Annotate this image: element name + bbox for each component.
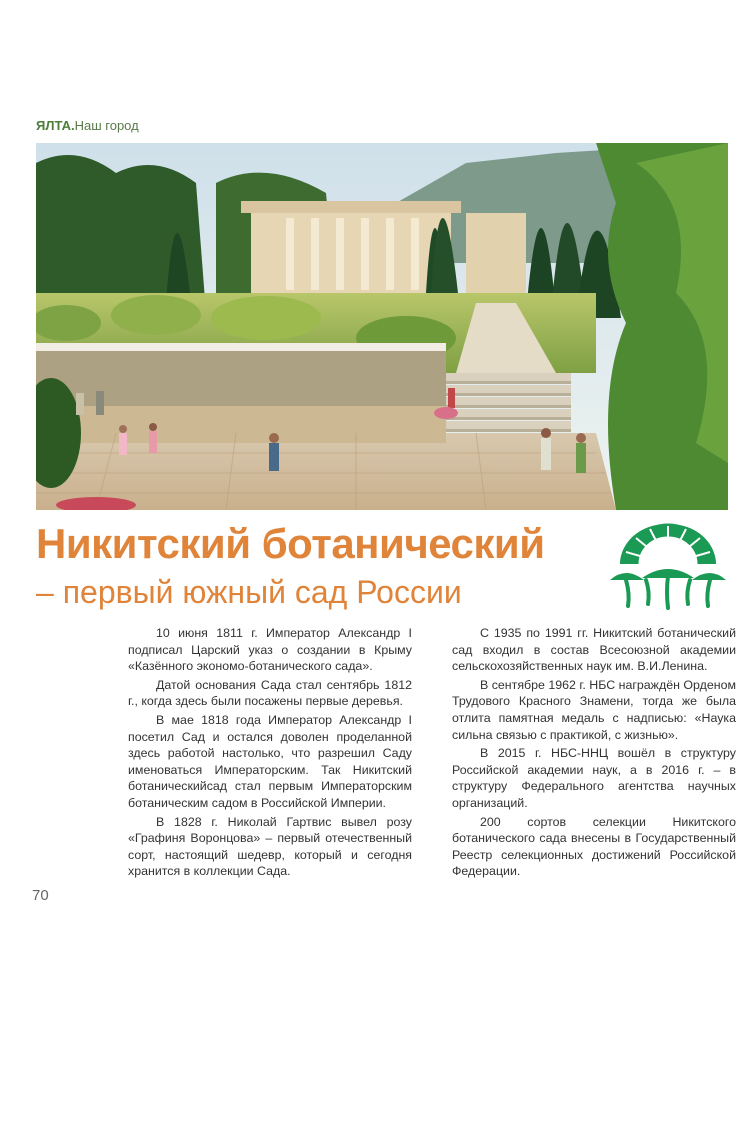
left-text-column [128,625,412,882]
paragraph: 10 июня 1811 г. Император Александр I подписал Царский указ о создании в Крыму «Казённого экономо-ботанического сада». [128,626,412,674]
paragraph: В мае 1818 года Император Александр I посетил Сад и остался доволен проделанной здесь работой настолько, что разрешил Саду именоваться Императорским. Так Никитский ботаническийсад стал первым Императорским ботаническим садом в Российской Империи. [128,712,412,810]
running-header [36,118,139,133]
article-title: Никитский ботанический [36,520,545,567]
page-number: 70 [32,887,49,904]
paragraph: В 1828 г. Николай Гартвис вывел розу «Графиня Воронцова» – первый отечественный сорт, настоящий шедевр, который и сегодня хранится в коллекции Сада. [128,814,412,879]
paragraph: В сентябре 1962 г. НБС награждён Орденом Трудового Красного Знамени, тогда же была отлита памятная медаль с надписью: «Наука сильна связью с практикой, с жизнью». [452,677,736,742]
garden-photo [36,143,728,510]
article-subtitle: – первый южный сад России [36,574,462,610]
fan-palm-logo-icon [606,520,730,610]
header-section: Наш город [74,118,139,133]
header-brand: ЯЛТА. [36,118,75,133]
paragraph: Датой основания Сада стал сентябрь 1812 г., когда здесь были посажены первые деревья. [128,677,412,709]
right-text-column [452,625,736,882]
paragraph: В 2015 г. НБС-ННЦ вошёл в структуру Российской академии наук, а в 2016 г. – в структуру Федерального агентства научных организаций. [452,746,736,810]
garden-palace-photo-icon [36,143,728,510]
paragraph: 200 сортов селекции Никитского ботанического сада внесены в Государственный Реестр селекционных достижений Российской Федерации. [452,814,736,879]
paragraph: С 1935 по 1991 гг. Никитский ботанический сад входил в состав Всесоюзной академии сельскохозяйственных наук им. В.И.Ленина. [452,626,736,674]
